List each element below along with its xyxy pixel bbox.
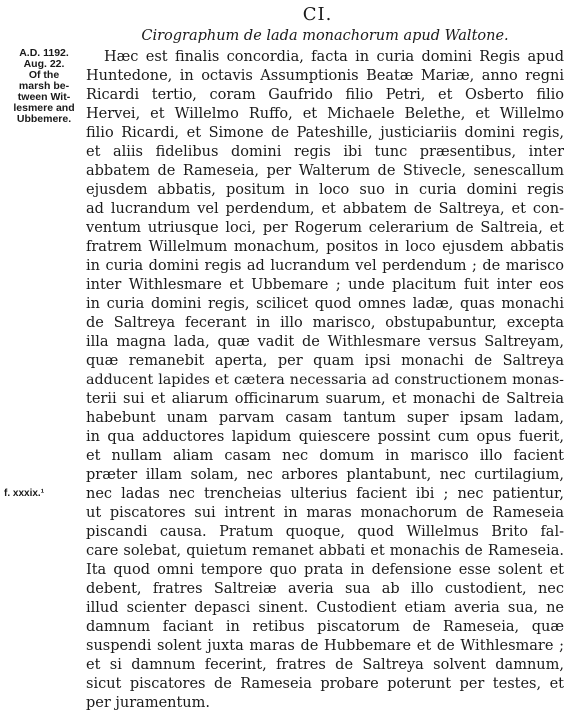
text-line: Huntedone, in octavis Assumptionis Beatæ Mariæ, anno regni — [86, 68, 564, 84]
margin-note-line: A.D. 1192. — [19, 47, 69, 59]
text-line: Hervei, et Willelmo Ruffo, et Michaele Belethe, et Willelmo — [86, 106, 564, 122]
text-line: inter Withlesmare et Ubbemare ; unde placitum fuit inter eos — [86, 277, 564, 293]
text-line: suspendi solent juxta maras de Hubbemare et de Withlesmare ; — [86, 638, 564, 654]
margin-note-line: tween Wit- — [17, 91, 71, 103]
text-line: de Saltreya fecerant in illo marisco, obstupabuntur, excepta — [86, 315, 564, 331]
text-line: ventum utriusque loci, per Rogerum celerarium de Saltreia, et — [86, 220, 564, 236]
margin-note-date — [6, 48, 82, 125]
text-line: filio Ricardi, et Simone de Pateshille, justiciariis domini regis, — [86, 125, 564, 141]
text-line: ejusdem abbatis, positum in loco suo in curia domini regis — [86, 182, 564, 198]
text-line: debent, fratres Saltreiæ averia sua ab illo custodient, nec — [86, 581, 564, 597]
text-line: piscandi causa. Pratum quoque, quod Willelmus Brito fal- — [86, 524, 564, 540]
text-line: quæ remanebit aperta, per quam ipsi monachi de Saltreya — [86, 353, 564, 369]
margin-note-line: marsh be- — [18, 80, 70, 92]
margin-note-folio: f. xxxix.¹ — [4, 488, 45, 499]
text-line: nec ladas nec trencheias ulterius facient ibi ; nec patientur, — [86, 486, 564, 502]
text-line: Ita quod omni tempore quo prata in defensione esse solent et — [86, 562, 564, 578]
text-line: in curia domini regis ad lucrandum vel perdendum ; de marisco — [86, 258, 564, 274]
text-line: adducent lapides et cætera necessaria ad constructionem monas- — [86, 372, 564, 388]
text-line: et aliis fidelibus domini regis ibi tunc præsentibus, inter — [86, 144, 564, 160]
text-line: terii sui et aliarum officinarum suarum, et monachi de Saltreia — [86, 391, 564, 407]
text-line: in curia domini regis, scilicet quod omnes ladæ, quas monachi — [86, 296, 564, 312]
text-line: sicut piscatores de Rameseia probare poterunt per testes, et — [86, 676, 564, 692]
margin-note-line: Aug. 22. — [23, 58, 65, 70]
charter-body — [86, 48, 564, 713]
text-line: illa magna lada, quæ vadit de Withlesmare versus Saltreyam, — [86, 334, 564, 350]
text-line: Ricardi tertio, coram Gaufrido filio Petri, et Osberto filio — [86, 87, 564, 103]
text-line: care solebat, quietum remanet abbati et monachis de Rameseia. — [86, 543, 564, 559]
margin-note-line: Of the — [28, 69, 60, 81]
text-line: præter illam solam, nec arbores plantabunt, nec curtilagium, — [86, 467, 564, 483]
margin-note-line: lesmere and — [13, 102, 75, 114]
text-line: illud scienter depasci sinent. Custodient etiam averia sua, ne — [86, 600, 564, 616]
chapter-number: CI. — [302, 4, 333, 25]
text-line: ad lucrandum vel perdendum, et abbatem de Saltreya, et con- — [86, 201, 564, 217]
text-line: per juramentum. — [86, 695, 211, 711]
charter-title: Cirographum de lada monachorum apud Waltone. — [141, 28, 509, 44]
text-line: ut piscatores sui intrent in maras monachorum de Rameseia — [86, 505, 564, 521]
text-line: fratrem Willelmum monachum, positos in loco ejusdem abbatis — [86, 239, 564, 255]
text-line: damnum faciant in retibus piscatorum de Rameseia, quæ — [86, 619, 564, 635]
text-line: habebunt unam parvam casam tantum super ipsam ladam, — [86, 410, 564, 426]
text-line: et si damnum fecerint, fratres de Saltreya solvent damnum, — [86, 657, 564, 673]
text-line: in qua adductores lapidum quiescere possint cum opus fuerit, — [86, 429, 564, 445]
margin-note-line: Ubbemere. — [16, 113, 72, 125]
text-line: abbatem de Rameseia, per Walterum de Stivecle, senescallum — [86, 163, 564, 179]
text-line: Hæc est finalis concordia, facta in curia domini Regis apud — [104, 49, 564, 65]
text-line: et nullam aliam casam nec domum in marisco illo facient — [86, 448, 564, 464]
